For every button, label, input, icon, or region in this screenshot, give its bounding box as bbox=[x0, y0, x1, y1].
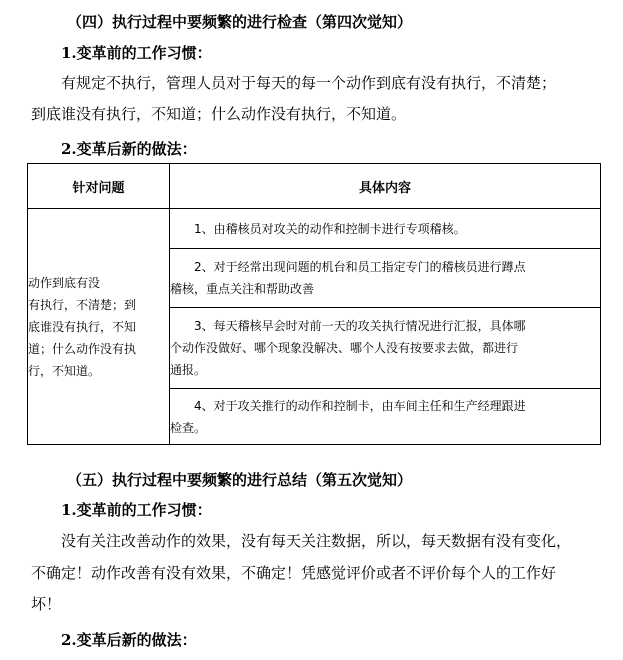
section-5-after-heading: 2.变革后新的做法： bbox=[61, 631, 197, 649]
column-header-issue: 针对问题 bbox=[28, 164, 170, 209]
content-line: 个动作没做好、哪个现象没解决、哪个人没有按要求去做，都进行 bbox=[170, 341, 519, 355]
content-item-3 bbox=[170, 308, 601, 389]
section-4-before-heading: 1.变革前的工作习惯： bbox=[61, 44, 212, 62]
section-4-heading: （四）执行过程中要频繁的进行检查（第四次觉知） bbox=[67, 13, 413, 31]
section-5-before-line-3: 坏！ bbox=[31, 595, 62, 613]
table-row bbox=[28, 209, 601, 249]
section-5-before-line-1: 没有关注改善动作的效果，没有每天关注数据，所以，每天数据有没有变化， bbox=[61, 532, 572, 550]
issue-line: 有执行，不清楚；到 bbox=[28, 297, 137, 312]
content-line: 4、对于攻关推行的动作和控制卡，由车间主任和生产经理跟进 bbox=[194, 398, 526, 413]
section-4-plan-table bbox=[27, 163, 601, 445]
section-5-before-line-2: 不确定！动作改善有没有效果，不确定！凭感觉评价或者不评价每个人的工作好 bbox=[31, 564, 557, 582]
section-5-before-heading: 1.变革前的工作习惯： bbox=[61, 501, 212, 519]
content-line: 3、每天稽核早会时对前一天的攻关执行情况进行汇报，具体哪 bbox=[194, 319, 526, 333]
content-line: 稽核，重点关注和帮助改善 bbox=[170, 282, 315, 296]
issue-line: 行，不知道。 bbox=[28, 363, 101, 378]
issue-line: 道；什么动作没有执 bbox=[28, 341, 137, 356]
content-line: 1、由稽核员对攻关的动作和控制卡进行专项稽核。 bbox=[194, 221, 466, 236]
issue-line: 底谁没有执行，不知 bbox=[28, 319, 137, 334]
section-4-after-heading: 2.变革后新的做法： bbox=[61, 140, 197, 158]
content-item-1 bbox=[170, 209, 601, 249]
table-header-row bbox=[28, 164, 601, 209]
issue-cell bbox=[28, 209, 170, 445]
section-4-before-line-1: 有规定不执行，管理人员对于每天的每一个动作到底有没有执行，不清楚； bbox=[61, 74, 557, 92]
section-4-before-line-2: 到底谁没有执行，不知道；什么动作没有执行，不知道。 bbox=[31, 105, 407, 123]
section-5-heading: （五）执行过程中要频繁的进行总结（第五次觉知） bbox=[67, 471, 413, 489]
content-line: 2、对于经常出现问题的机台和员工指定专门的稽核员进行蹲点 bbox=[194, 260, 526, 274]
content-item-4 bbox=[170, 389, 601, 445]
content-item-2 bbox=[170, 249, 601, 308]
issue-line: 动作到底有没 bbox=[28, 275, 101, 290]
column-header-content: 具体内容 bbox=[170, 164, 601, 209]
content-line: 通报。 bbox=[170, 363, 207, 377]
content-line: 检查。 bbox=[170, 420, 207, 435]
